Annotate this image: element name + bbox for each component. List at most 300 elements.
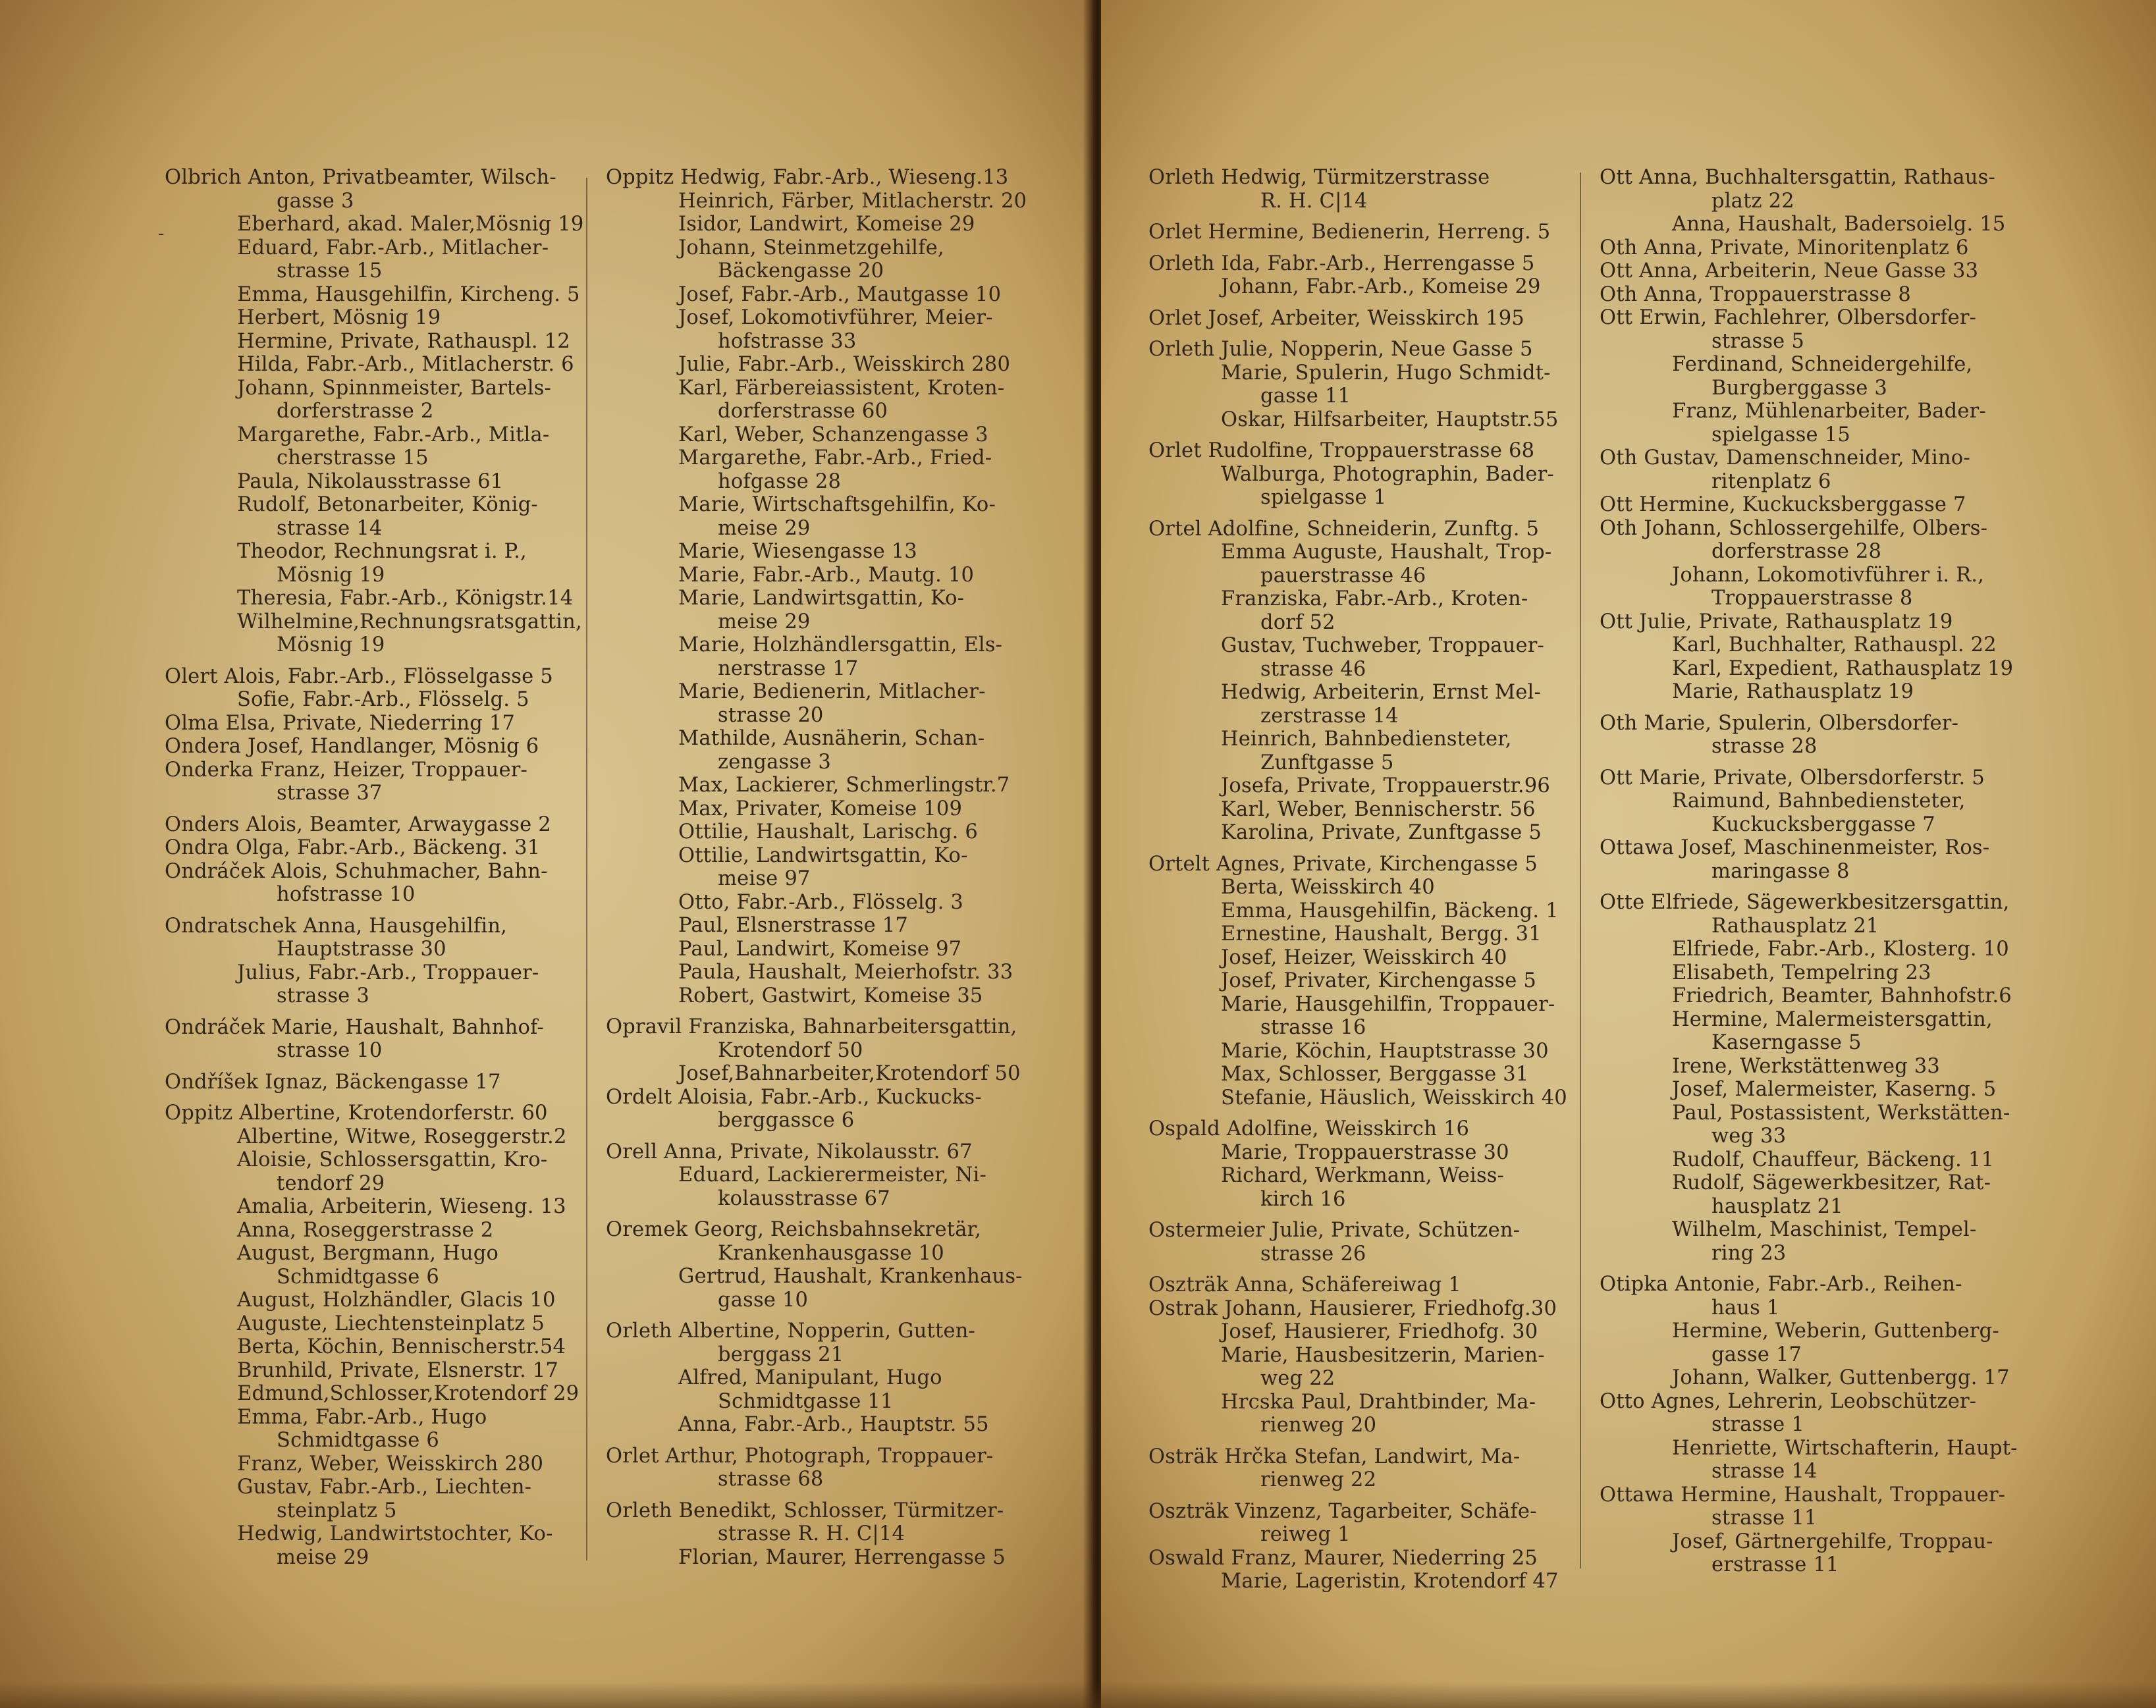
directory-entry-given	[606, 727, 1027, 774]
entry-continuation-line: dorf 52	[1260, 610, 1335, 634]
directory-entry-surname	[1148, 518, 1570, 541]
entry-continuation-line: hofstrasse 33	[718, 329, 857, 353]
directory-entry-given	[1600, 1171, 2021, 1218]
directory-entry-surname	[1148, 166, 1570, 213]
entry-line: Marie, Holzhändlersgattin, Els-	[678, 633, 1003, 656]
dash-mark: -	[158, 224, 165, 244]
entry-continuation-line: strasse 11	[1711, 1507, 1818, 1530]
entry-line: Johann, Steinmetzgehilfe,	[678, 236, 944, 259]
directory-entry-given	[1148, 1086, 1570, 1110]
directory-entry-surname	[165, 915, 586, 961]
entry-line: Stefanie, Häuslich, Weisskirch 40	[1221, 1086, 1567, 1109]
entry-continuation-line: strasse 28	[1711, 735, 1818, 758]
entry-line: Otto Agnes, Lehrerin, Leobschützer-	[1600, 1389, 1977, 1413]
directory-entry-given	[165, 353, 586, 377]
entry-line: Oremek Georg, Reichsbahnsekretär,	[606, 1218, 981, 1241]
directory-entry-given	[165, 587, 586, 610]
directory-entry-surname	[606, 1445, 1027, 1491]
directory-entry-given	[1148, 821, 1570, 845]
directory-entry-surname	[165, 735, 586, 759]
entry-line: Hedwig, Landwirtstochter, Ko-	[237, 1522, 553, 1545]
entry-line: Ospald Adolfine, Weisskirch 16	[1148, 1117, 1470, 1140]
entry-line: Hrcska Paul, Drahtbinder, Ma-	[1221, 1390, 1536, 1414]
directory-entry-given	[606, 306, 1027, 353]
directory-entry-given	[165, 306, 586, 330]
directory-entry-given	[1600, 1218, 2021, 1265]
directory-entry-given	[606, 680, 1027, 727]
entry-line: Emma Auguste, Haushalt, Trop-	[1221, 541, 1552, 564]
directory-entry-surname	[1148, 1273, 1570, 1297]
column-divider-right	[1580, 173, 1581, 1568]
entry-line: Marie, Bedienerin, Mitlacher-	[678, 680, 986, 703]
directory-entry-given	[606, 446, 1027, 493]
directory-entry-surname	[1148, 1219, 1570, 1266]
directory-entry-given	[1600, 961, 2021, 985]
entry-line: Herbert, Mösnig 19	[237, 306, 441, 329]
directory-entry-given	[606, 377, 1027, 423]
entry-line: Oszträk Vinzenz, Tagarbeiter, Schäfe-	[1148, 1499, 1537, 1523]
entry-continuation-line: weg 22	[1260, 1367, 1335, 1390]
entry-continuation-line: zerstrasse 14	[1260, 704, 1399, 728]
entry-line: Rudolf, Betonarbeiter, König-	[237, 493, 538, 516]
entry-line: Orleth Julie, Nopperin, Neue Gasse 5	[1148, 338, 1533, 361]
entry-line: Hedwig, Arbeiterin, Ernst Mel-	[1221, 681, 1541, 704]
directory-entry-given	[165, 1382, 586, 1406]
entry-line: Hermine, Weberin, Guttenberg-	[1672, 1320, 1999, 1343]
entry-continuation-line: hofstrasse 10	[277, 883, 416, 906]
entry-line: Marie, Lageristin, Krotendorf 47	[1221, 1570, 1559, 1593]
entry-line: Oskar, Hilfsarbeiter, Hauptstr.55	[1221, 408, 1559, 431]
entry-line: Karl, Buchhalter, Rathauspl. 22	[1672, 633, 1997, 656]
entry-continuation-line: berggass 21	[718, 1343, 844, 1366]
entry-line: Friedrich, Beamter, Bahnhofstr.6	[1672, 984, 2012, 1007]
entry-continuation-line: gasse 10	[718, 1288, 809, 1312]
directory-entry-given	[165, 688, 586, 712]
entry-line: Alfred, Manipulant, Hugo	[678, 1366, 942, 1389]
entry-line: Oppitz Hedwig, Fabr.-Arb., Wieseng.13	[606, 166, 1009, 189]
directory-entry-given	[1148, 1063, 1570, 1086]
entry-continuation-line: ritenplatz 6	[1711, 469, 1831, 493]
entry-line: Marie, Fabr.-Arb., Mautg. 10	[678, 563, 975, 587]
entry-line: Max, Privater, Komeise 109	[678, 797, 963, 820]
directory-entry-surname	[1600, 306, 2021, 353]
entry-continuation-line: strasse 3	[277, 984, 369, 1007]
column-divider-left	[586, 178, 587, 1561]
entry-line: Oth Gustav, Damenschneider, Mino-	[1600, 446, 1970, 469]
entry-line: Ortel Adolfine, Schneiderin, Zunftg. 5	[1148, 517, 1540, 541]
entry-continuation-line: meise 29	[277, 1545, 369, 1569]
directory-entry-given	[1148, 1040, 1570, 1063]
entry-continuation-line: ring 23	[1711, 1241, 1787, 1265]
directory-entry-surname	[1148, 307, 1570, 331]
entry-continuation-line: tendorf 29	[277, 1171, 385, 1195]
entry-line: Irene, Werkstättenweg 33	[1672, 1054, 1941, 1078]
entry-line: Wilhelm, Maschinist, Tempel-	[1672, 1218, 1977, 1241]
directory-entry-surname	[165, 712, 586, 735]
directory-entry-surname	[165, 1071, 586, 1094]
directory-entry-given	[165, 1125, 586, 1149]
entry-continuation-line: Schmidtgasse 6	[277, 1265, 440, 1289]
entry-line: Opravil Franziska, Bahnarbeitersgattin,	[606, 1015, 1017, 1038]
directory-entry-surname	[1600, 891, 2021, 938]
entry-line: Josef, Hausierer, Friedhofg. 30	[1221, 1320, 1538, 1343]
entry-line: Orlet Rudolfine, Troppauerstrasse 68	[1148, 439, 1535, 462]
directory-entry-given	[606, 1265, 1027, 1312]
directory-entry-given	[606, 1366, 1027, 1413]
entry-continuation-line: strasse 10	[277, 1039, 383, 1062]
entry-line: Ott Hermine, Kuckucksberggasse 7	[1600, 493, 1966, 516]
entry-continuation-line: Schmidtgasse 6	[277, 1429, 440, 1452]
entry-line: Rudolf, Chauffeur, Bäckeng. 11	[1672, 1148, 1995, 1171]
entry-line: Ott Anna, Buchhaltersgattin, Rathaus-	[1600, 166, 1995, 189]
entry-continuation-line: Zunftgasse 5	[1260, 751, 1394, 774]
directory-entry-surname	[165, 860, 586, 907]
entry-line: Theodor, Rechnungsrat i. P.,	[237, 540, 527, 563]
entry-line: Karl, Färbereiassistent, Kroten-	[678, 376, 1005, 400]
entry-continuation-line: strasse 68	[718, 1468, 824, 1491]
directory-entry-given	[165, 1289, 586, 1312]
entry-line: Ott Anna, Arbeiterin, Neue Gasse 33	[1600, 259, 1979, 282]
entry-line: Oth Anna, Private, Minoritenplatz 6	[1600, 236, 1969, 259]
directory-entry-surname	[606, 1320, 1027, 1366]
entry-line: Ottawa Hermine, Haushalt, Troppauer-	[1600, 1483, 2006, 1507]
entry-line: Ott Marie, Private, Olbersdorferstr. 5	[1600, 766, 1985, 789]
entry-continuation-line: Krankenhausgasse 10	[718, 1241, 944, 1265]
entry-line: Josef, Lokomotivführer, Meier-	[678, 306, 993, 329]
entry-line: Ottilie, Haushalt, Larischg. 6	[678, 820, 978, 843]
directory-entry-given	[165, 1195, 586, 1219]
directory-entry-surname	[606, 1086, 1027, 1133]
entry-line: Oppitz Albertine, Krotendorferstr. 60	[165, 1102, 548, 1125]
entry-line: Hilda, Fabr.-Arb., Mitlacherstr. 6	[237, 353, 574, 376]
entry-continuation-line: meise 97	[718, 867, 811, 890]
directory-entry-given	[1600, 1437, 2021, 1483]
directory-entry-given	[606, 984, 1027, 1008]
directory-entry-surname	[606, 1499, 1027, 1546]
directory-entry-given	[606, 844, 1027, 891]
directory-entry-given	[165, 1476, 586, 1522]
entry-line: Orleth Hedwig, Türmitzerstrasse	[1148, 166, 1490, 189]
directory-entry-surname	[165, 759, 586, 805]
directory-entry-given	[606, 213, 1027, 236]
entry-line: Josef,Bahnarbeiter,Krotendorf 50	[678, 1062, 1021, 1085]
entry-continuation-line: zengasse 3	[718, 750, 831, 774]
entry-line: Berta, Weisskirch 40	[1221, 876, 1435, 899]
directory-entry-given	[606, 1163, 1027, 1210]
entry-continuation-line: erstrasse 11	[1711, 1553, 1839, 1576]
entry-line: Anna, Roseggerstrasse 2	[237, 1218, 494, 1242]
directory-entry-given	[606, 1546, 1027, 1570]
directory-entry-surname	[1148, 252, 1570, 276]
entry-line: Olma Elsa, Private, Niederring 17	[165, 711, 516, 735]
entry-line: Karl, Expedient, Rathausplatz 19	[1672, 656, 2014, 680]
directory-entry-surname	[1600, 1390, 2021, 1437]
entry-line: Osträk Hrčka Stefan, Landwirt, Ma-	[1148, 1445, 1521, 1468]
directory-entry-given	[1600, 633, 2021, 657]
entry-line: Ondříšek Ignaz, Bäckengasse 17	[165, 1070, 501, 1094]
directory-entry-given	[1600, 1320, 2021, 1366]
entry-line: Ortelt Agnes, Private, Kirchengasse 5	[1148, 852, 1538, 876]
entry-line: Oth Johann, Schlossergehilfe, Olbers-	[1600, 516, 1988, 540]
entry-continuation-line: gasse 17	[1711, 1343, 1802, 1366]
directory-entry-given	[165, 283, 586, 307]
entry-line: Marie, Wirtschaftsgehilfin, Ko-	[678, 493, 996, 516]
entry-continuation-line: strasse 37	[277, 782, 383, 805]
entry-continuation-line: hausplatz 21	[1711, 1194, 1843, 1218]
entry-line: Auguste, Liechtensteinplatz 5	[237, 1312, 545, 1335]
directory-entry-given	[1600, 1148, 2021, 1172]
entry-line: Henriette, Wirtschafterin, Haupt-	[1672, 1436, 2018, 1460]
directory-entry-surname	[165, 1102, 586, 1125]
entry-line: Marie, Köchin, Hauptstrasse 30	[1221, 1039, 1549, 1063]
directory-entry-surname	[1148, 221, 1570, 244]
entry-continuation-line: Burgberggasse 3	[1711, 376, 1888, 400]
directory-entry-surname	[606, 1140, 1027, 1164]
entry-line: Richard, Werkmann, Weiss-	[1221, 1164, 1505, 1187]
directory-entry-given	[606, 961, 1027, 984]
entry-line: Robert, Gastwirt, Komeise 35	[678, 984, 983, 1007]
directory-entry-given	[1600, 1078, 2021, 1102]
entry-line: Berta, Köchin, Bennischerstr.54	[237, 1335, 566, 1358]
entry-continuation-line: gasse 11	[1260, 385, 1351, 408]
directory-entry-surname	[165, 836, 586, 860]
entry-continuation-line: platz 22	[1711, 189, 1794, 213]
directory-entry-surname	[1600, 166, 2021, 213]
entry-continuation-line: pauerstrasse 46	[1260, 564, 1426, 587]
entry-line: Oswald Franz, Maurer, Niederring 25	[1148, 1546, 1538, 1570]
directory-entry-given	[606, 820, 1027, 844]
directory-entry-given	[165, 1312, 586, 1336]
entry-line: Ott Julie, Private, Rathausplatz 19	[1600, 610, 1953, 633]
entry-line: Marie, Hausbesitzerin, Marien-	[1221, 1343, 1545, 1367]
directory-entry-surname	[1600, 283, 2021, 307]
directory-entry-given	[165, 1148, 586, 1195]
entry-line: Margarethe, Fabr.-Arb., Fried-	[678, 446, 992, 469]
entry-line: Hermine, Malermeistersgattin,	[1672, 1007, 1993, 1031]
directory-entry-given	[1148, 774, 1570, 798]
directory-entry-given	[1148, 634, 1570, 681]
entry-continuation-line: strasse 26	[1260, 1242, 1366, 1266]
directory-entry-given	[1148, 876, 1570, 899]
directory-entry-surname	[165, 665, 586, 689]
entry-line: Josef, Heizer, Weisskirch 40	[1221, 946, 1507, 969]
entry-continuation-line: strasse 14	[277, 516, 383, 540]
entry-line: Orell Anna, Private, Nikolausstr. 67	[606, 1140, 973, 1163]
directory-entry-surname	[165, 1016, 586, 1063]
directory-entry-given	[1600, 1366, 2021, 1390]
entry-line: Emma, Hausgehilfin, Kircheng. 5	[237, 282, 580, 306]
entry-line: Orlet Arthur, Photograph, Troppauer-	[606, 1444, 994, 1468]
directory-entry-given	[165, 213, 586, 236]
directory-entry-surname	[1600, 1273, 2021, 1320]
directory-entry-surname	[1600, 517, 2021, 564]
entry-continuation-line: strasse 16	[1260, 1016, 1366, 1039]
directory-entry-given	[1600, 1055, 2021, 1079]
column-4	[1600, 166, 2021, 1577]
directory-entry-given	[165, 493, 586, 540]
entry-continuation-line: steinplatz 5	[277, 1499, 397, 1522]
directory-entry-given	[1148, 541, 1570, 587]
entry-line: Oszträk Anna, Schäfereiwag 1	[1148, 1273, 1461, 1296]
entry-continuation-line: Krotendorf 50	[718, 1038, 863, 1062]
directory-entry-given	[606, 1062, 1027, 1086]
entry-continuation-line: Hauptstrasse 30	[277, 938, 446, 961]
entry-line: Otipka Antonie, Fabr.-Arb., Reihen-	[1600, 1273, 1962, 1296]
directory-entry-given	[1148, 681, 1570, 728]
entry-line: Josef, Fabr.-Arb., Mautgasse 10	[678, 282, 1002, 306]
directory-entry-given	[606, 633, 1027, 680]
directory-entry-given	[1148, 922, 1570, 946]
entry-continuation-line: rienweg 20	[1260, 1414, 1377, 1437]
directory-entry-given	[1600, 789, 2021, 836]
entry-line: Johann, Walker, Guttenbergg. 17	[1672, 1366, 2010, 1389]
entry-line: Johann, Lokomotivführer i. R.,	[1672, 563, 1985, 587]
column-2	[606, 166, 1027, 1569]
entry-line: Sofie, Fabr.-Arb., Flösselg. 5	[237, 688, 529, 711]
column-3	[1148, 166, 1570, 1593]
entry-line: Ostermeier Julie, Private, Schützen-	[1148, 1219, 1521, 1242]
entry-line: Onders Alois, Beamter, Arwaygasse 2	[165, 813, 551, 836]
entry-line: Florian, Maurer, Herrengasse 5	[678, 1545, 1006, 1569]
entry-line: Max, Lackierer, Schmerlingstr.7	[678, 774, 1010, 797]
entry-line: Josefa, Private, Troppauerstr.96	[1221, 774, 1550, 797]
entry-line: Karl, Weber, Schanzengasse 3	[678, 423, 988, 446]
directory-entry-given	[1148, 993, 1570, 1040]
directory-entry-given	[165, 610, 586, 657]
entry-continuation-line: Mösnig 19	[277, 633, 385, 656]
entry-line: Orlet Hermine, Bedienerin, Herreng. 5	[1148, 221, 1551, 244]
entry-continuation-line: dorferstrasse 60	[718, 400, 888, 423]
entry-line: Ondratschek Anna, Hausgehilfin,	[165, 914, 508, 938]
entry-continuation-line: dorferstrasse 28	[1711, 540, 1882, 563]
directory-entry-surname	[606, 166, 1027, 190]
entry-line: Karl, Weber, Bennischerstr. 56	[1221, 797, 1536, 821]
directory-entry-surname	[1148, 1500, 1570, 1547]
directory-entry-given	[1600, 353, 2021, 400]
directory-entry-given	[1600, 938, 2021, 961]
entry-continuation-line: meise 29	[718, 516, 811, 540]
entry-line: Theresia, Fabr.-Arb., Königstr.14	[237, 587, 574, 610]
entry-line: Onderka Franz, Heizer, Troppauer-	[165, 758, 528, 782]
entry-line: Marie, Wiesengasse 13	[678, 540, 917, 563]
entry-continuation-line: meise 29	[718, 610, 811, 633]
directory-entry-given	[606, 236, 1027, 283]
directory-entry-given	[1600, 564, 2021, 610]
entry-line: Marie, Rathausplatz 19	[1672, 680, 1914, 703]
directory-entry-surname	[606, 1015, 1027, 1062]
entry-line: Otto, Fabr.-Arb., Flösselg. 3	[678, 890, 964, 914]
directory-entry-given	[165, 1453, 586, 1476]
entry-line: Franziska, Fabr.-Arb., Kroten-	[1221, 587, 1528, 610]
entry-line: Olert Alois, Fabr.-Arb., Flösselgasse 5	[165, 664, 553, 688]
entry-line: Ondráček Marie, Haushalt, Bahnhof-	[165, 1015, 544, 1039]
entry-line: Orlet Josef, Arbeiter, Weisskirch 195	[1148, 306, 1524, 330]
directory-entry-given	[165, 1359, 586, 1383]
entry-continuation-line: spielgasse 1	[1260, 486, 1387, 509]
directory-entry-given	[1600, 400, 2021, 446]
entry-line: Raimund, Bahnbediensteter,	[1672, 789, 1966, 813]
directory-entry-given	[1148, 1320, 1570, 1344]
directory-entry-surname	[1600, 259, 2021, 283]
directory-entry-given	[165, 1242, 586, 1289]
entry-line: Johann, Spinnmeister, Bartels-	[237, 376, 552, 400]
entry-line: Ferdinand, Schneidergehilfe,	[1672, 353, 1973, 376]
directory-entry-surname	[1600, 610, 2021, 634]
entry-line: Ordelt Aloisia, Fabr.-Arb., Kuckucks-	[606, 1085, 982, 1109]
directory-entry-surname	[1600, 236, 2021, 260]
directory-entry-given	[606, 891, 1027, 915]
directory-entry-given	[165, 1406, 586, 1453]
page-bottom-edge	[0, 1682, 2156, 1708]
entry-line: Mathilde, Ausnäherin, Schan-	[678, 727, 985, 750]
entry-continuation-line: berggassce 6	[718, 1109, 855, 1132]
entry-line: Wilhelmine,Rechnungsratsgattin,	[237, 610, 582, 633]
directory-entry-given	[1148, 1141, 1570, 1165]
column-1	[165, 166, 586, 1569]
directory-entry-given	[165, 470, 586, 494]
directory-entry-surname	[1600, 712, 2021, 759]
directory-entry-given	[1148, 1391, 1570, 1437]
entry-line: Aloisie, Schlossersgattin, Kro-	[237, 1148, 548, 1171]
directory-entry-given	[606, 283, 1027, 307]
directory-entry-given	[1148, 1164, 1570, 1211]
directory-entry-given	[606, 1413, 1027, 1437]
directory-entry-given	[1148, 463, 1570, 510]
directory-entry-surname	[1148, 1445, 1570, 1492]
directory-entry-given	[1600, 1008, 2021, 1055]
directory-entry-surname	[165, 813, 586, 837]
entry-continuation-line: Kuckucksberggasse 7	[1711, 813, 1935, 836]
entry-line: Ondra Olga, Fabr.-Arb., Bäckeng. 31	[165, 836, 541, 859]
entry-line: Paul, Elsnerstrasse 17	[678, 914, 908, 937]
entry-line: Eberhard, akad. Maler,Mösnig 19	[237, 213, 584, 236]
entry-continuation-line: strasse 14	[1711, 1460, 1818, 1483]
entry-line: Orleth Ida, Fabr.-Arb., Herrengasse 5	[1148, 252, 1535, 275]
directory-entry-given	[165, 377, 586, 423]
entry-line: Marie, Hausgehilfin, Troppauer-	[1221, 992, 1555, 1016]
directory-entry-surname	[1148, 338, 1570, 361]
entry-continuation-line: haus 1	[1711, 1296, 1780, 1320]
entry-continuation-line: nerstrasse 17	[718, 656, 859, 680]
entry-line: Paul, Postassistent, Werkstätten-	[1672, 1101, 2010, 1125]
directory-entry-given	[606, 423, 1027, 447]
entry-line: Julius, Fabr.-Arb., Troppauer-	[237, 961, 539, 984]
directory-entry-surname	[1600, 766, 2021, 790]
entry-continuation-line: strasse 46	[1260, 657, 1366, 681]
entry-line: Franz, Mühlenarbeiter, Bader-	[1672, 400, 1986, 423]
entry-continuation-line: strasse 5	[1711, 329, 1804, 353]
entry-line: Ostrak Johann, Hausierer, Friedhofg.30	[1148, 1296, 1557, 1320]
directory-entry-surname	[1600, 493, 2021, 517]
entry-line: Anna, Fabr.-Arb., Hauptstr. 55	[678, 1413, 989, 1436]
entry-line: Johann, Fabr.-Arb., Komeise 29	[1221, 275, 1541, 298]
directory-entry-given	[165, 1219, 586, 1242]
directory-entry-given	[165, 1522, 586, 1569]
entry-continuation-line: rienweg 22	[1260, 1468, 1377, 1491]
entry-continuation-line: Troppauerstrasse 8	[1711, 587, 1913, 610]
entry-line: Albertine, Witwe, Roseggerstr.2	[237, 1125, 567, 1148]
entry-line: Olbrich Anton, Privatbeamter, Wilsch-	[165, 166, 556, 189]
directory-entry-given	[1148, 899, 1570, 923]
directory-entry-given	[165, 330, 586, 354]
right-page	[1101, 0, 2156, 1708]
entry-line: Orleth Benedikt, Schlosser, Türmitzer-	[606, 1499, 1004, 1522]
entry-line: Ondera Josef, Handlanger, Mösnig 6	[165, 735, 539, 758]
entry-line: Josef, Malermeister, Kaserng. 5	[1672, 1078, 1997, 1101]
directory-entry-given	[606, 353, 1027, 377]
directory-entry-given	[165, 1335, 586, 1359]
directory-entry-given	[606, 914, 1027, 938]
